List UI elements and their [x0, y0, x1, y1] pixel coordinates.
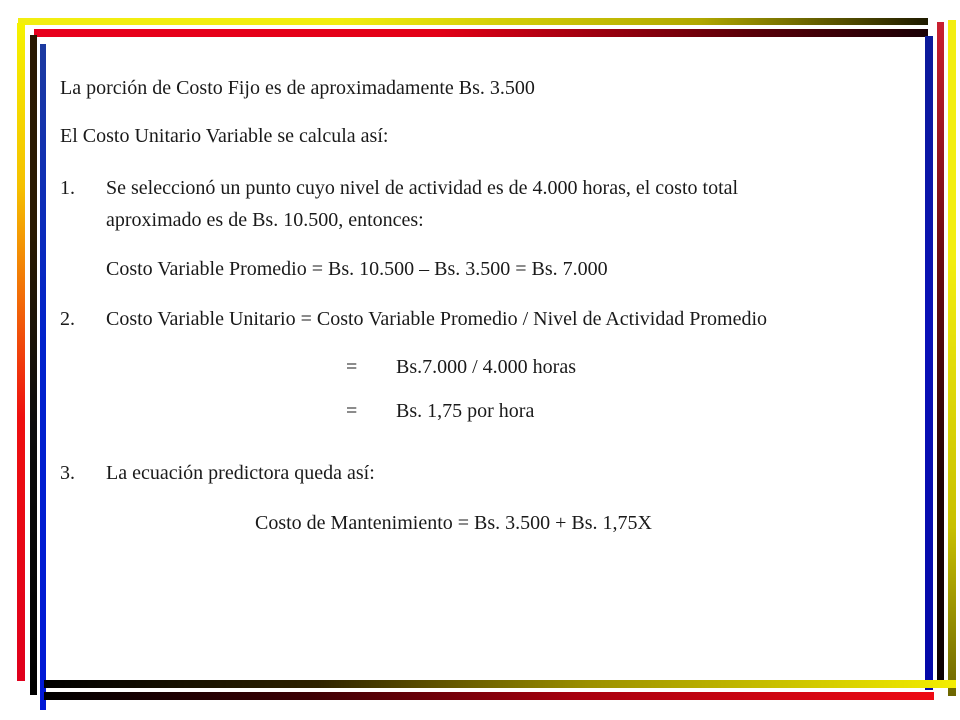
frame-bar-top-yellow	[18, 18, 928, 25]
item-2-step-1-value: Bs.7.000 / 4.000 horas	[396, 356, 576, 378]
frame-bar-right-red-black	[937, 22, 944, 687]
frame-bar-left-black	[30, 35, 37, 695]
frame-bar-bottom-yellow	[44, 680, 956, 688]
item-2-step-2-eq: =	[346, 400, 358, 422]
item-2-step-1-eq: =	[346, 356, 358, 378]
item-1-formula: Costo Variable Promedio = Bs. 10.500 – Bs. 3.500 = Bs. 7.000	[106, 258, 608, 280]
item-2-line1: Costo Variable Unitario = Costo Variable Promedio / Nivel de Actividad Promedio	[106, 308, 768, 330]
item-1-number: 1.	[60, 177, 75, 199]
unit-variable-intro: El Costo Unitario Variable se calcula así:	[60, 125, 389, 147]
item-2-step-2-value: Bs. 1,75 por hora	[396, 400, 535, 422]
frame-bar-top-red	[34, 29, 928, 37]
item-2-number: 2.	[60, 308, 75, 330]
frame-bar-left-yellow-red	[17, 23, 25, 681]
frame-bar-left-blue	[40, 44, 46, 710]
frame-bar-bottom-red	[44, 692, 934, 700]
item-3-equation: Costo de Mantenimiento = Bs. 3.500 + Bs. 1,75X	[255, 512, 653, 534]
frame-bar-right-blue	[925, 36, 933, 690]
item-3-number: 3.	[60, 462, 75, 484]
fixed-cost-line: La porción de Costo Fijo es de aproximadamente Bs. 3.500	[60, 77, 535, 99]
frame-bar-right-yellow	[948, 20, 956, 696]
item-1-line2: aproximado es de Bs. 10.500, entonces:	[106, 209, 424, 231]
item-1-line1: Se seleccionó un punto cuyo nivel de actividad es de 4.000 horas, el costo total	[106, 177, 739, 199]
item-3-line1: La ecuación predictora queda así:	[106, 462, 375, 484]
